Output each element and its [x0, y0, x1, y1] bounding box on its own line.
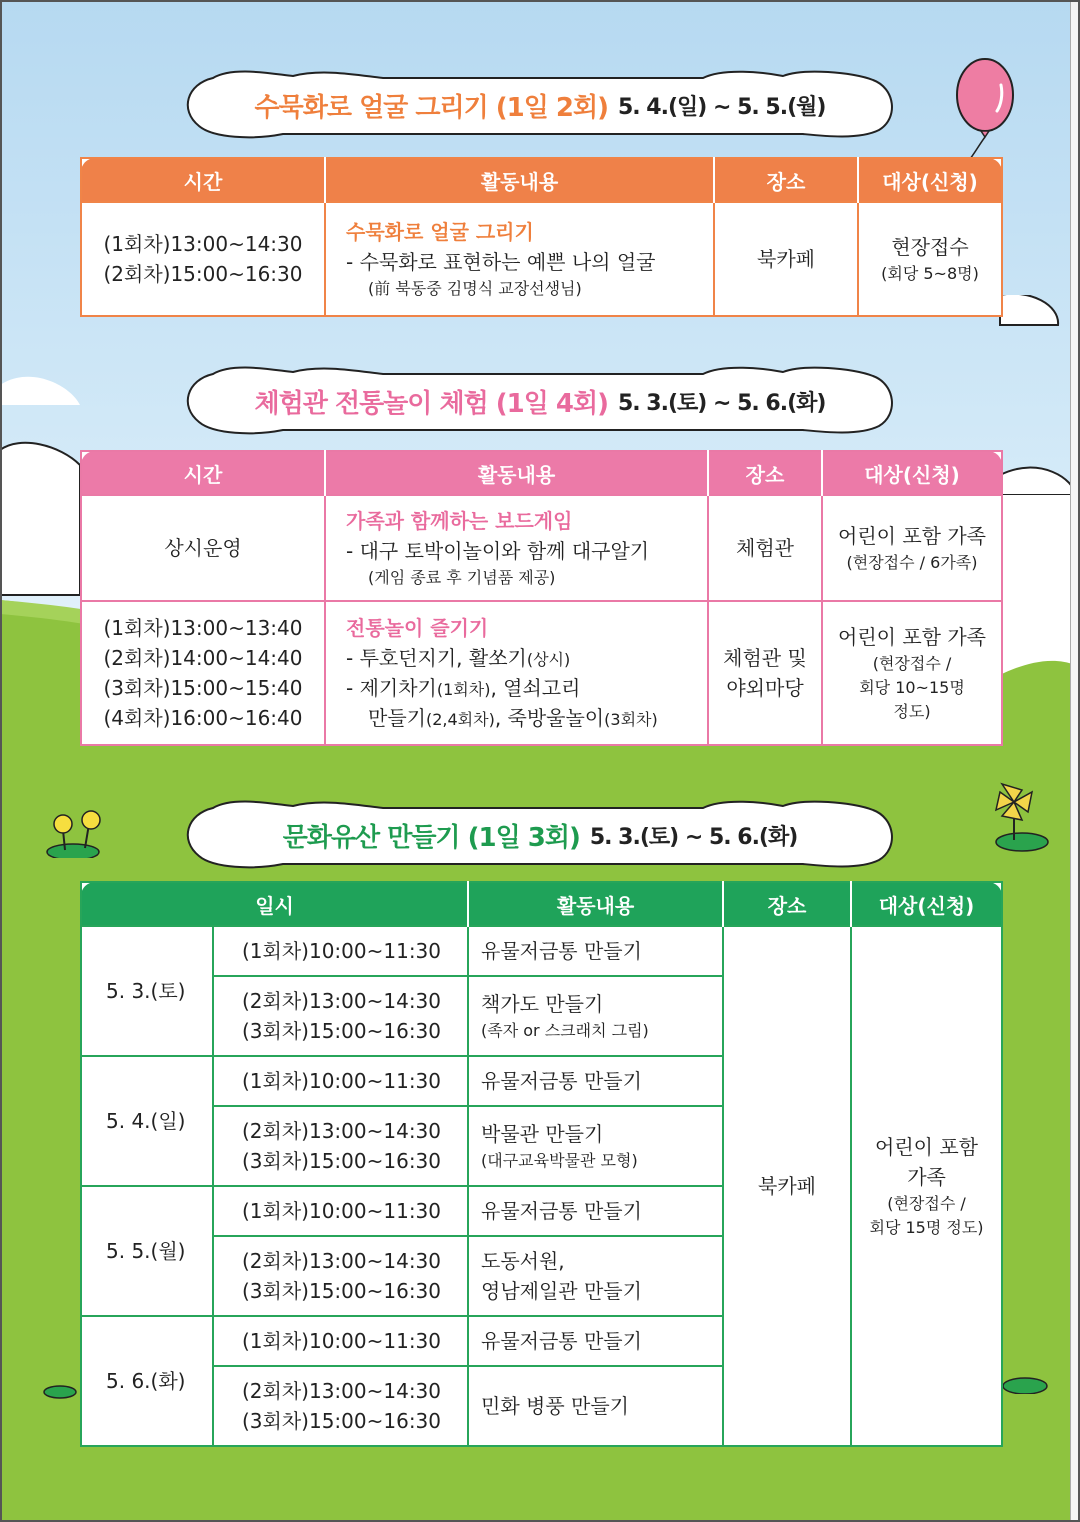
- target-text: 현장접수: [891, 235, 969, 259]
- session-time: [213, 1106, 468, 1186]
- target-cell: [822, 601, 1002, 745]
- activity-cell: 민화 병풍 만들기: [468, 1366, 723, 1446]
- time-text: (3회차)15:00~16:30: [242, 1279, 442, 1303]
- activity-title: 전통놀이 즐기기: [346, 616, 489, 640]
- place-text: 체험관 및: [723, 646, 807, 670]
- header-place: 장소: [723, 882, 851, 926]
- session-time: (1회차)10:00~11:30: [213, 1056, 468, 1106]
- target-note: (현장접수 /: [887, 1194, 966, 1213]
- place-cell: [708, 601, 822, 745]
- header-place: 장소: [714, 158, 858, 202]
- session-time: (1회차)10:00~11:30: [213, 926, 468, 976]
- header-time: 시간: [81, 451, 325, 495]
- time-text: (1회차)13:00~13:40: [103, 616, 303, 640]
- page-edge: [1070, 0, 1080, 1522]
- activity-line: - 수묵화로 표현하는 예쁜 나의 얼굴: [346, 250, 656, 274]
- time-text: (4회차)16:00~16:40: [103, 706, 303, 730]
- date-cell: 5. 6.(화): [81, 1316, 213, 1446]
- time-text: (3회차)15:00~16:30: [242, 1019, 442, 1043]
- session-time: (1회차)10:00~11:30: [213, 1316, 468, 1366]
- section3-title-banner: [183, 800, 897, 870]
- section2-title: 체험관 전통놀이 체험 (1일 4회): [254, 388, 608, 419]
- activity-note: (대구교육박물관 모형): [481, 1151, 638, 1170]
- time-text: (2회차)13:00~14:30: [242, 989, 442, 1013]
- target-text: 가족: [907, 1165, 946, 1189]
- place-cell: 북카페: [714, 202, 858, 316]
- target-text: 어린이 포함 가족: [838, 625, 986, 649]
- activity-title: 수묵화로 얼굴 그리기: [346, 220, 534, 244]
- activity-note: (3회차): [604, 710, 658, 729]
- activity-note: (게임 종료 후 기념품 제공): [368, 568, 556, 587]
- activity-cell: [468, 1106, 723, 1186]
- time-cell: [81, 202, 325, 316]
- activity-note: (2,4회차): [425, 710, 495, 729]
- activity-note: (1회차): [436, 680, 491, 699]
- activity-text: - 투호던지기, 활쏘기: [346, 646, 527, 670]
- target-text: 어린이 포함 가족: [838, 524, 986, 548]
- section2-date: 5. 3.(토) ~ 5. 6.(화): [617, 390, 826, 416]
- section2-table: [80, 450, 1003, 746]
- activity-text: , 열쇠고리: [490, 676, 581, 700]
- header-target: 대상(신청): [822, 451, 1002, 495]
- header-target: 대상(신청): [858, 158, 1002, 202]
- activity-text: , 죽방울놀이: [494, 706, 605, 730]
- activity-cell: 유물저금통 만들기: [468, 1186, 723, 1236]
- header-target: 대상(신청): [851, 882, 1002, 926]
- header-datetime: 일시: [81, 882, 468, 926]
- target-note: (현장접수 / 6가족): [846, 553, 978, 572]
- target-note: (현장접수 /: [872, 654, 952, 673]
- target-note: 회당 15명 정도): [869, 1218, 984, 1237]
- session-time: [213, 976, 468, 1056]
- activity-text: 박물관 만들기: [481, 1122, 604, 1146]
- target-note: 정도): [893, 702, 931, 721]
- grass-tuft-icon: [1000, 1370, 1050, 1394]
- activity-cell: [468, 1236, 723, 1316]
- grass-tuft-icon: [40, 1380, 80, 1400]
- activity-cell: 유물저금통 만들기: [468, 926, 723, 976]
- target-note: (회당 5~8명): [881, 264, 979, 283]
- activity-cell: [325, 495, 708, 601]
- session-time: (1회차)10:00~11:30: [213, 1186, 468, 1236]
- activity-line: [346, 703, 707, 733]
- activity-text: 영남제일관 만들기: [481, 1279, 642, 1303]
- time-text: (2회차)13:00~14:30: [242, 1249, 442, 1273]
- section1-title: 수묵화로 얼굴 그리기 (1일 2회): [254, 92, 608, 123]
- target-note: 회당 10~15명: [859, 678, 965, 697]
- activity-line: [346, 673, 707, 703]
- balloon-icon: [945, 55, 1025, 165]
- target-cell: [822, 495, 1002, 601]
- activity-text: 만들기: [368, 706, 426, 730]
- activity-note: (상시): [526, 650, 571, 669]
- session-time: [213, 1236, 468, 1316]
- activity-cell: 유물저금통 만들기: [468, 1056, 723, 1106]
- place-text: 야외마당: [726, 676, 804, 700]
- activity-title: 가족과 함께하는 보드게임: [346, 509, 573, 533]
- activity-cell: [325, 601, 708, 745]
- section1-table: [80, 157, 1003, 317]
- header-activity: 활동내용: [325, 158, 714, 202]
- activity-text: - 제기차기: [346, 676, 437, 700]
- date-cell: 5. 4.(일): [81, 1056, 213, 1186]
- section1-title-banner: [183, 70, 897, 140]
- time-text: (3회차)15:00~16:30: [242, 1409, 442, 1433]
- time-cell: [81, 601, 325, 745]
- section3-table: [80, 881, 1003, 1447]
- activity-note: (족자 or 스크래치 그림): [481, 1021, 649, 1040]
- date-cell: 5. 5.(월): [81, 1186, 213, 1316]
- target-cell: [851, 926, 1002, 1446]
- time-cell: 상시운영: [81, 495, 325, 601]
- time-text: (2회차)13:00~14:30: [242, 1119, 442, 1143]
- date-cell: 5. 3.(토): [81, 926, 213, 1056]
- activity-text: 책가도 만들기: [481, 992, 604, 1016]
- header-activity: 활동내용: [468, 882, 723, 926]
- section2-title-banner: [183, 366, 897, 436]
- time-text: (3회차)15:00~15:40: [103, 676, 303, 700]
- activity-note: (前 북동중 김명식 교장선생님): [368, 279, 582, 298]
- time-text: (2회차)14:00~14:40: [103, 646, 303, 670]
- activity-line: [346, 643, 707, 673]
- header-time: 시간: [81, 158, 325, 202]
- session-time: [213, 1366, 468, 1446]
- section3-title: 문화유산 만들기 (1일 3회): [282, 822, 580, 853]
- pinwheel-icon: [992, 780, 1052, 852]
- place-cell: 체험관: [708, 495, 822, 601]
- section3-date: 5. 3.(토) ~ 5. 6.(화): [589, 824, 798, 850]
- time-text: (1회차)13:00~14:30: [103, 232, 303, 256]
- time-text: (2회차)15:00~16:30: [103, 262, 303, 286]
- target-cell: [858, 202, 1002, 316]
- flower-icon: [45, 808, 105, 858]
- place-cell: 북카페: [723, 926, 851, 1446]
- target-text: 어린이 포함: [875, 1135, 978, 1159]
- header-activity: 활동내용: [325, 451, 708, 495]
- activity-line: - 대구 토박이놀이와 함께 대구알기: [346, 539, 650, 563]
- header-place: 장소: [708, 451, 822, 495]
- time-text: (2회차)13:00~14:30: [242, 1379, 442, 1403]
- activity-cell: 유물저금통 만들기: [468, 1316, 723, 1366]
- activity-text: 도동서원,: [481, 1249, 565, 1273]
- time-text: (3회차)15:00~16:30: [242, 1149, 442, 1173]
- activity-cell: [325, 202, 714, 316]
- activity-cell: [468, 976, 723, 1056]
- section1-date: 5. 4.(일) ~ 5. 5.(월): [617, 94, 826, 120]
